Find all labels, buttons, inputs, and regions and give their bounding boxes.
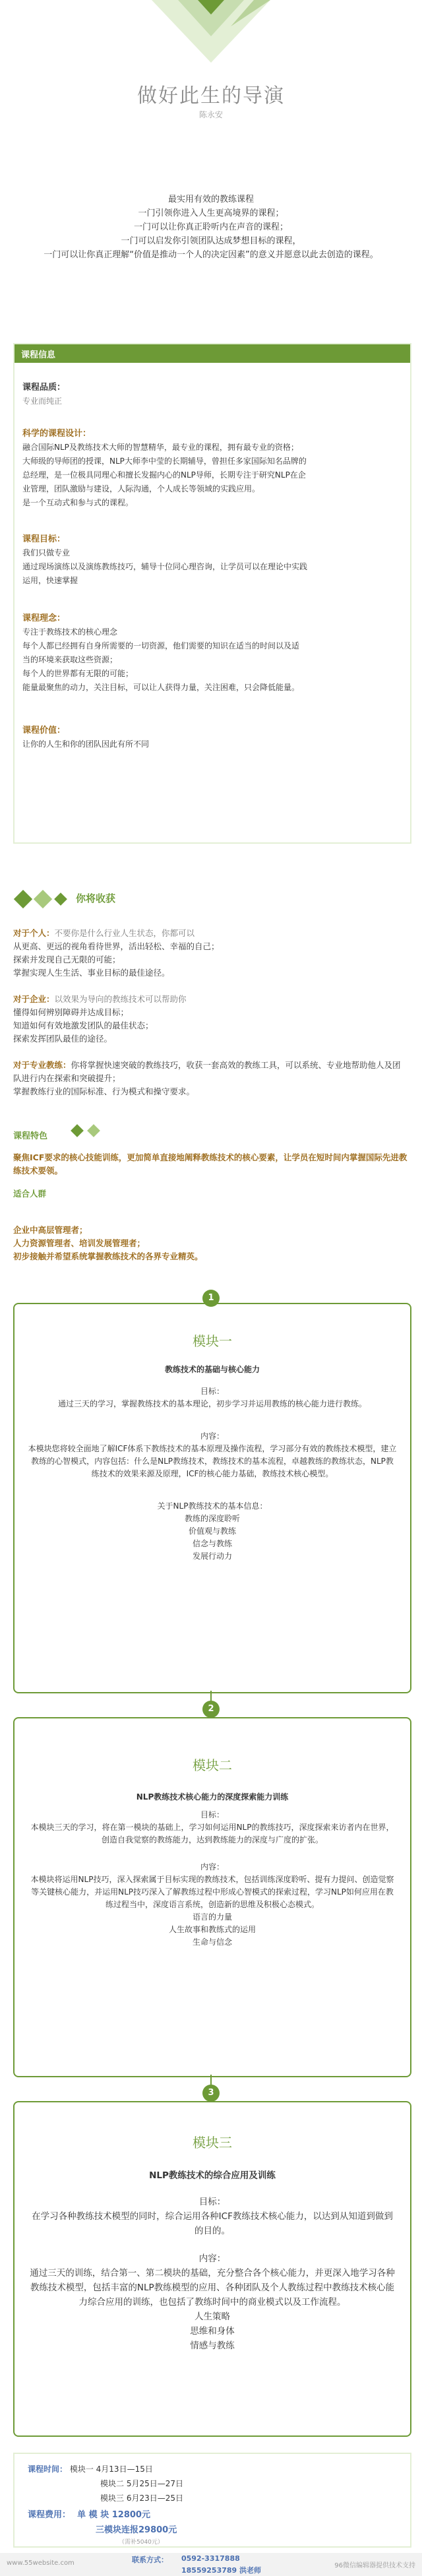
schedule-time-item: 模块二 5月25日—27日 bbox=[100, 2479, 183, 2488]
course-info-bar bbox=[15, 344, 410, 363]
module-body bbox=[28, 1791, 397, 1949]
module-card-1 bbox=[13, 1303, 411, 1693]
module-goal-label: 目标： bbox=[200, 1810, 224, 1819]
schedule-fee-item: 三模块连报29800元 bbox=[96, 2525, 177, 2535]
info-section-concept bbox=[22, 612, 402, 724]
audience-item: 人力资源管理者、培训发展管理者； bbox=[13, 1238, 146, 1248]
gains-lead: 对于个人： bbox=[13, 928, 55, 938]
diamond-icon bbox=[87, 1124, 100, 1137]
module-goal-label: 目标： bbox=[198, 2197, 226, 2207]
diamond-icon bbox=[71, 1124, 84, 1137]
gains-lead-line bbox=[13, 1059, 409, 1085]
audience-item: 企业中高层管理者； bbox=[13, 1225, 88, 1235]
module-list-label: 关于NLP教练技术的基本信息： bbox=[157, 1501, 268, 1511]
gains-coach bbox=[13, 1059, 409, 1098]
course-info-content bbox=[22, 381, 402, 751]
intro-line: 最实用有效的教练课程 bbox=[167, 195, 254, 204]
info-line: 我们只做专业 bbox=[22, 548, 71, 557]
gains-lead: 对于企业： bbox=[13, 994, 55, 1004]
gains-lead-text: 不要你是什么行业人生状态，你都可以 bbox=[54, 928, 195, 938]
info-line: 融合国际NLP及教练技术大师的智慧精华，最专业的课程，拥有最专业的资格； bbox=[22, 443, 299, 452]
course-info-panel bbox=[13, 343, 411, 844]
schedule-time-item: 模块三 6月23日—25日 bbox=[100, 2494, 183, 2503]
info-heading: 课程价值： bbox=[22, 726, 66, 736]
info-section-value bbox=[22, 724, 402, 751]
info-heading: 课程目标： bbox=[22, 534, 66, 544]
module-title: 模块三 bbox=[193, 2135, 232, 2151]
info-heading: 课程品质： bbox=[22, 383, 66, 393]
module-title: 模块一 bbox=[193, 1333, 232, 1349]
info-line: 每个人都已经拥有自身所需要的一切资源，他们需要的知识在适当的时间以及适 bbox=[22, 641, 300, 650]
schedule-fee-item: 单 模 块 12800元 bbox=[77, 2510, 150, 2520]
gains-title: 你将收获 bbox=[76, 893, 116, 904]
info-line: 运用，快速掌握 bbox=[22, 576, 78, 585]
schedule-fee bbox=[28, 2508, 150, 2523]
intro-line: 一门可以启发你引领团队达成梦想目标的课程， bbox=[121, 236, 301, 246]
module-list-item: 思维和身体 bbox=[190, 2326, 235, 2337]
module-subtitle: NLP教练技术核心能力的深度探索能力训练 bbox=[136, 1792, 289, 1802]
schedule-card bbox=[13, 2453, 411, 2548]
info-heading: 课程理念： bbox=[22, 613, 66, 623]
contact-label: 联系方式： bbox=[132, 2556, 168, 2564]
info-line: 大师级的导师团的授课，NLP大师李中莹的长期辅导，曾担任多家国际知名品牌的 bbox=[22, 456, 307, 466]
gains-lead: 对于专业教练： bbox=[13, 1060, 71, 1070]
module-card-2 bbox=[13, 1717, 411, 2077]
info-line: 业管理，团队激励与建设，人际沟通，个人成长等领域的实践应用。 bbox=[22, 484, 260, 493]
intro bbox=[13, 193, 409, 262]
intro-line: 一门引领你进入人生更高境界的课程； bbox=[138, 208, 284, 218]
footer bbox=[0, 2553, 422, 2576]
module-title: 模块二 bbox=[193, 1757, 232, 1773]
course-info-bar-label: 课程信息 bbox=[21, 350, 56, 360]
gains-lead-line bbox=[13, 927, 409, 940]
info-line: 专注于教练技术的核心理念 bbox=[22, 627, 118, 637]
module-list-item: 语言的力量 bbox=[192, 1912, 232, 1922]
gains-line: 掌握教练行业的国际标准、行为模式和操守要求。 bbox=[13, 1086, 195, 1096]
module-goal: 在学习各种教练技术模型的同时，综合运用各种ICF教练技术核心能力，以达到从知道到做到的目的。 bbox=[32, 2211, 393, 2236]
gains-enterprise bbox=[13, 993, 409, 1046]
module-content: 本模块您将较全面地了解ICF体系下教练技术的基本原理及操作流程，学习部分有效的教练技术模型，建立教练的心智模式，内容包括：什么是NLP教练技术，教练技术的基本流程，卓越教练的教练状态，NLP教练技术的效果来源及原理，ICF的核心能力基础，教练技术核心模型。 bbox=[28, 1444, 397, 1478]
gains-line: 掌握实现人生生活、事业目标的最佳途径。 bbox=[13, 968, 170, 978]
module-list-item: 信念与教练 bbox=[192, 1539, 232, 1548]
module-content-label: 内容： bbox=[200, 1862, 224, 1871]
module-content-label: 内容： bbox=[200, 1431, 224, 1441]
module-content: 本模块将运用NLP技巧，深入探索属于目标实现的教练技术，包括训练深度聆听、提有力提问、创造觉察等关键核心能力，并运用NLP技巧深入了解教练过程中形成心智模式的探索过程，学习NLP如何应用在教练过程当中，深度语言系统，创造新的思维及积极心态模式。 bbox=[30, 1875, 394, 1909]
module-content: 通过三天的训练，结合第一、第二模块的基础，充分整合各个核心能力，并更深入地学习各种教练技术模型，包括丰富的NLP教练模型的应用、各种团队及个人教练过程中教练技术核心能力综合应用的训练，也包括了教练时间中的商业模式以及工作流程。 bbox=[30, 2268, 395, 2308]
info-section-design bbox=[22, 427, 402, 532]
intro-line: 一门可以让你真正理解“价值是推动一个人的决定因素”的意义并愿意以此去创造的课程。 bbox=[44, 250, 378, 260]
features-title: 课程特色 bbox=[13, 1131, 48, 1141]
module-goal-label: 目标： bbox=[200, 1387, 224, 1396]
module-list-item: 发展行动力 bbox=[192, 1552, 232, 1561]
schedule-time bbox=[28, 2462, 183, 2505]
info-section-quality bbox=[22, 381, 402, 427]
module-number-2: 2 bbox=[202, 1701, 220, 1718]
info-line: 能量最聚焦的动力，关注目标，可以让人获得力量，关注困难，只会降低能量。 bbox=[22, 683, 300, 692]
gains-header bbox=[13, 889, 211, 909]
module-list-item: 价值观与教练 bbox=[188, 1526, 236, 1536]
module-body bbox=[28, 1364, 397, 1563]
info-line: 总经理，是一位极具同理心和擅长发掘内心的NLP导师，长期专注于研究NLP在企 bbox=[22, 470, 306, 480]
module-number-1: 1 bbox=[202, 1290, 220, 1307]
module-list-item: 生命与信念 bbox=[192, 1937, 232, 1947]
module-list-item: 人生故事和教练式的运用 bbox=[168, 1925, 256, 1934]
info-line: 让你的人生和你的团队因此有所不同 bbox=[22, 739, 150, 749]
gains-lead-line bbox=[13, 993, 409, 1006]
audience bbox=[13, 1187, 409, 1201]
intro-line: 一门可以让你真正聆听内在声音的课程； bbox=[133, 222, 288, 232]
info-line: 是一个互动式和参与式的课程。 bbox=[22, 498, 134, 507]
logo bbox=[138, 0, 284, 73]
info-line: 通过现场演练以及演练教练技巧，辅导十位同心理咨询，让学员可以在理论中实践 bbox=[22, 562, 308, 571]
logo-icon bbox=[138, 0, 284, 73]
gains-lead-text: 以效果为导向的教练技术可以帮助你 bbox=[54, 994, 187, 1004]
contact-mobile: 18559253789 洪老师 bbox=[181, 2566, 262, 2575]
module-goal: 本模块三天的学习，将在第一模块的基础上，学习如何运用NLP的教练技巧，深度探索来访者内在世界，创造自我觉察的教练能力，达到教练能力的深度与广度的扩张。 bbox=[30, 1823, 394, 1844]
info-heading: 科学的课程设计： bbox=[22, 429, 92, 439]
gains-line: 知道如何有效地激发团队的最佳状态； bbox=[13, 1021, 154, 1030]
gains-line: 从更高、更远的视角看待世界，活出轻松、幸福的自己； bbox=[13, 941, 220, 951]
diamond-icon bbox=[34, 890, 52, 908]
module-content-label: 内容： bbox=[198, 2253, 226, 2264]
module-list-item: 情感与教练 bbox=[190, 2340, 235, 2351]
module-number-3: 3 bbox=[202, 2085, 220, 2102]
gains-personal bbox=[13, 927, 409, 980]
features-header bbox=[13, 1123, 132, 1143]
page-subtitle: 陈永安 bbox=[198, 110, 223, 119]
schedule-time-label: 课程时间： bbox=[28, 2465, 68, 2474]
features-text bbox=[13, 1151, 409, 1178]
module-list-item: 人生策略 bbox=[195, 2311, 230, 2322]
footer-right: 96微信编辑器提供技术支持 bbox=[334, 2562, 415, 2569]
contact-phone: 0592-3317888 bbox=[181, 2554, 240, 2563]
module-subtitle: 教练技术的基础与核心能力 bbox=[164, 1365, 260, 1374]
audience-item: 初步接触并希望系统掌握教练技术的各界专业精英。 bbox=[13, 1251, 203, 1261]
info-line: 专业而纯正 bbox=[22, 396, 63, 406]
info-line: 当的环境来获取这些资源； bbox=[22, 655, 118, 664]
info-section-goal bbox=[22, 532, 402, 612]
schedule-time-item: 模块一 4月13日—15日 bbox=[69, 2465, 153, 2474]
module-goal: 通过三天的学习，掌握教练技术的基本理论，初步学习并运用教练的核心能力进行教练。 bbox=[57, 1399, 367, 1408]
audience-title: 适合人群 bbox=[13, 1189, 47, 1199]
gains-line: 探索并发现自己无限的可能； bbox=[13, 955, 121, 964]
info-line: 每个人的世界都有无限的可能； bbox=[22, 669, 134, 678]
module-subtitle: NLP教练技术的综合应用及训练 bbox=[149, 2170, 276, 2181]
footer-left: www.55website.com bbox=[7, 2560, 75, 2567]
page-title: 做好此生的导演 bbox=[137, 84, 285, 108]
gains-line: 懂得如何辨别障碍并达成目标； bbox=[13, 1007, 129, 1017]
audience-list bbox=[13, 1224, 409, 1263]
diamond-icon bbox=[54, 893, 67, 906]
features-description: 聚焦ICF要求的核心技能训练，更加简单直接地阐释教练技术的核心要素，让学员在短时间内掌握国际先进教练技术要领。 bbox=[13, 1152, 407, 1176]
schedule-fee-label: 课程费用： bbox=[28, 2510, 71, 2520]
module-body bbox=[28, 2168, 397, 2353]
schedule-fee-note: （需补5040元） bbox=[119, 2539, 164, 2546]
module-card-3 bbox=[13, 2101, 411, 2437]
diamond-icon bbox=[14, 890, 32, 908]
gains-line: 探索发挥团队最佳的途径。 bbox=[13, 1034, 113, 1044]
module-list-item: 教练的深度聆听 bbox=[184, 1514, 240, 1523]
gains-lead-text: 你将掌握快速突破的教练技巧，收获一套高效的教练工具，可以系统、专业地帮助他人及团队进行内在探索和突破提升； bbox=[13, 1060, 401, 1083]
